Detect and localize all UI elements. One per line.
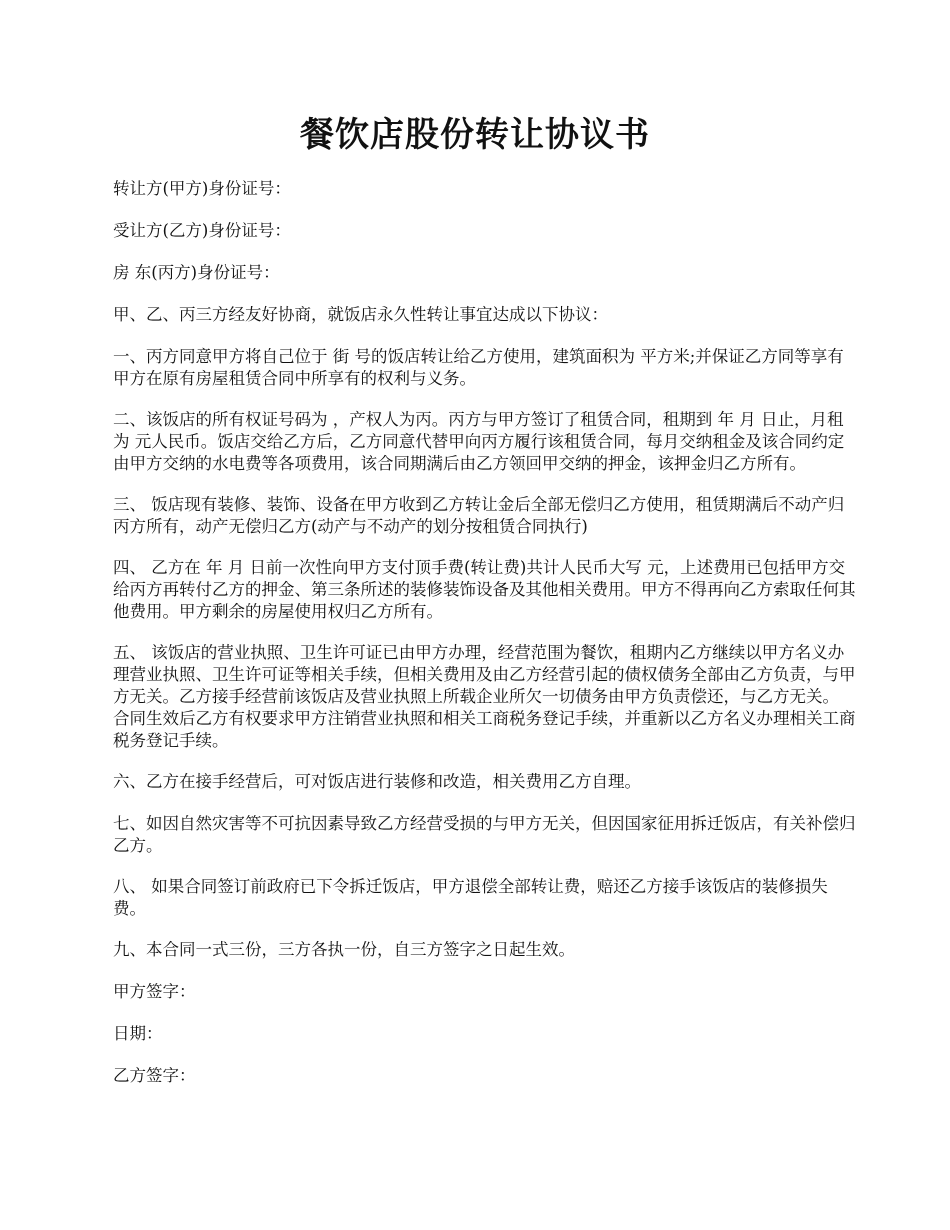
clause-4: 四、 乙方在 年 月 日前一次性向甲方支付顶手费(转让费)共计人民币大写 元，上述费用已包括甲方交给丙方再转付乙方的押金、第三条所述的装修装饰设备及其他相关费用。甲方不得再向乙方索取任何其他费用。甲方剩余的房屋使用权归乙方所有。 (113, 558, 856, 621)
paragraph-transferee-id: 受让方(乙方)身份证号： (113, 221, 291, 240)
paragraph-landlord-id: 房 东(丙方)身份证号： (113, 263, 280, 282)
clause-7: 七、如因自然灾害等不可抗因素导致乙方经营受损的与甲方无关，但因国家征用拆迁饭店，有关补偿归乙方。 (113, 814, 856, 855)
paragraph-transferor-id: 转让方(甲方)身份证号： (113, 179, 291, 198)
clause-5: 五、 该饭店的营业执照、卫生许可证已由甲方办理，经营范围为餐饮，租期内乙方继续以甲方名义办理营业执照、卫生许可证等相关手续，但相关费用及由乙方经营引起的债权债务全部由乙方负责，与甲方无关。乙方接手经营前该饭店及营业执照上所载企业所欠一切债务由甲方负责偿还，与乙方无关。 合同生效后乙方有权要求甲方注销营业执照和相关工商税务登记手续，并重新以乙方名义办理相关工商税务登记手续。 (113, 643, 856, 750)
paragraph-preamble: 甲、乙、丙三方经友好协商，就饭店永久性转让事宜达成以下协议： (113, 305, 608, 324)
clause-8: 八、 如果合同签订前政府已下令拆迁饭店，甲方退偿全部转让费，赔还乙方接手该饭店的装修损失费。 (113, 877, 828, 918)
clause-2: 二、该饭店的所有权证号码为 ，产权人为丙。丙方与甲方签订了租赁合同，租期到 年 月 日止，月租为 元人民币。饭店交给乙方后，乙方同意代替甲向丙方履行该租赁合同，每月交纳租金及该合同约定由甲方交纳的水电费等各项费用，该合同期满后由乙方领回甲交纳的押金，该押金归乙方所有。 (113, 410, 845, 473)
clause-6: 六、乙方在接手经营后，可对饭店进行装修和改造，相关费用乙方自理。 (113, 772, 641, 791)
clause-1: 一、丙方同意甲方将自己位于 街 号的饭店转让给乙方使用，建筑面积为 平方米;并保证乙方同等享有甲方在原有房屋租赁合同中所享有的权利与义务。 (113, 347, 844, 388)
clause-3: 三、 饭店现有装修、装饰、设备在甲方收到乙方转让金后全部无偿归乙方使用，租赁期满后不动产归丙方所有，动产无偿归乙方(动产与不动产的划分按租赁合同执行) (113, 495, 845, 536)
clause-9: 九、本合同一式三份，三方各执一份，自三方签字之日起生效。 (113, 940, 575, 959)
document-title: 餐饮店股份转让协议书 (300, 115, 650, 155)
date-line: 日期： (113, 1024, 163, 1043)
party-b-signature-line: 乙方签字： (113, 1066, 196, 1085)
party-a-signature-line: 甲方签字： (113, 982, 196, 1001)
document-body (113, 178, 858, 1107)
